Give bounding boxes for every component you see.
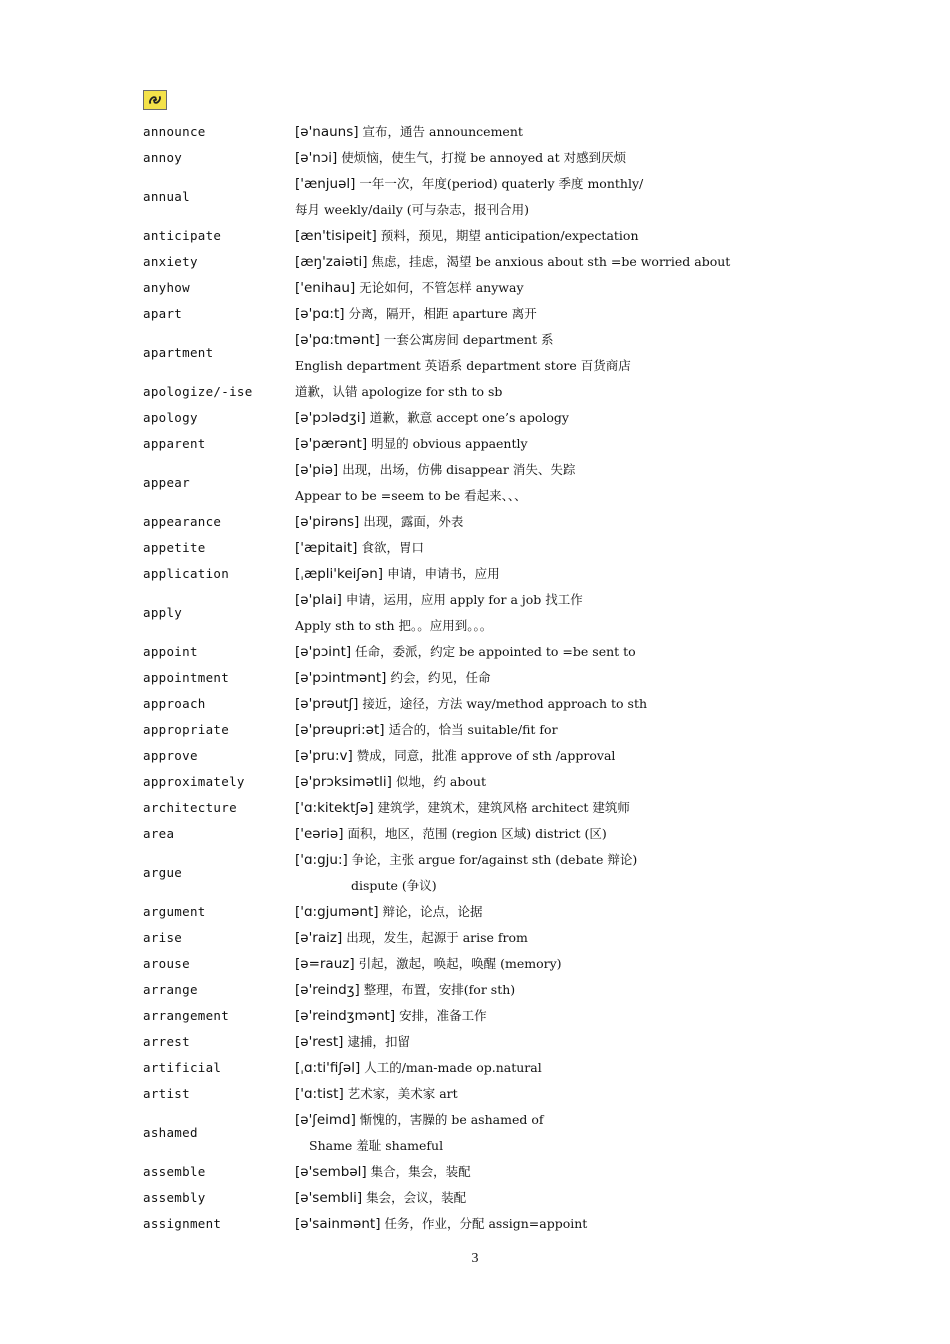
definition-line	[295, 1162, 843, 1180]
vocabulary-list	[143, 118, 843, 1236]
vocab-definition	[295, 434, 843, 452]
vocab-definition	[295, 1006, 843, 1024]
vocab-entry	[143, 1054, 843, 1080]
vocab-definition	[295, 408, 843, 426]
vocab-entry	[143, 118, 843, 144]
vocab-definition	[295, 148, 843, 166]
phonetic-transcription: [ə'ʃeimd]	[295, 1112, 356, 1128]
vocab-entry	[143, 950, 843, 976]
vocab-word: appointment	[143, 669, 230, 685]
vocab-definition	[295, 538, 843, 556]
continuation-line: Apply sth to sth 把。。应用到。。。	[295, 618, 493, 633]
phonetic-transcription: [ə'pærənt]	[295, 436, 368, 452]
vocab-definition	[295, 512, 843, 530]
vocab-entry	[143, 638, 843, 664]
vocab-entry	[143, 976, 843, 1002]
vocab-word: anxiety	[143, 253, 198, 269]
vocab-entry	[143, 222, 843, 248]
vocab-word: arrest	[143, 1033, 190, 1049]
vocab-word: appoint	[143, 643, 198, 659]
gloss-text: 道歉，歉意 accept one’s apology	[369, 410, 569, 425]
gloss-text: 逮捕，扣留	[347, 1034, 410, 1049]
vocab-definition	[295, 330, 843, 374]
vocab-word: apparent	[143, 435, 206, 451]
phonetic-transcription: [ə'sembəl]	[295, 1164, 367, 1180]
vocab-entry	[143, 742, 843, 768]
vocab-entry	[143, 716, 843, 742]
vocab-entry	[143, 664, 843, 690]
definition-line	[295, 512, 843, 530]
vocab-entry	[143, 586, 843, 638]
vocab-word: apartment	[143, 344, 214, 360]
vocab-word: approach	[143, 695, 206, 711]
vocab-definition	[295, 226, 843, 244]
phonetic-transcription: [ə'reindʒmənt]	[295, 1008, 396, 1024]
gloss-text: 建筑学，建筑术，建筑风格 architect 建筑师	[377, 800, 630, 815]
phonetic-transcription: [æŋ'zaiəti]	[295, 254, 368, 270]
vocab-definition	[295, 382, 843, 400]
phonetic-transcription: [ə'pɑ:tmənt]	[295, 332, 380, 348]
vocab-entry	[143, 508, 843, 534]
phonetic-transcription: ['ɑ:tist]	[295, 1086, 344, 1102]
page-number: 3	[471, 1251, 479, 1266]
definition-line	[295, 772, 843, 790]
gloss-text: 使烦恼，使生气，打搅 be annoyed at 对感到厌烦	[341, 150, 627, 165]
gloss-text: 明显的 obvious appaently	[371, 436, 528, 451]
gloss-text: 接近，途径，方法 way/method approach to sth	[362, 696, 648, 711]
definition-line	[295, 278, 843, 296]
vocab-entry	[143, 404, 843, 430]
gloss-text: 出现，出场，仿佛 disappear 消失、失踪	[342, 462, 576, 477]
vocab-entry	[143, 144, 843, 170]
definition-line	[295, 252, 843, 270]
phonetic-transcription: [ə'prəupri:ət]	[295, 722, 385, 738]
gloss-text: 无论如何，不管怎样 anyway	[359, 280, 524, 295]
phonetic-transcription: [ə'pirəns]	[295, 514, 360, 530]
vocab-word: appearance	[143, 513, 222, 529]
definition-line	[295, 954, 843, 972]
vocab-definition	[295, 304, 843, 322]
vocab-entry	[143, 898, 843, 924]
gloss-text: 艺术家，美术家 art	[347, 1086, 458, 1101]
gloss-text: 焦虑，挂虑，渴望 be anxious about sth =be worried about	[371, 254, 731, 269]
gloss-text: 分离，隔开，相距 aparture 离开	[348, 306, 537, 321]
continuation-line: Appear to be =seem to be 看起来、、、	[295, 488, 527, 503]
vocab-definition	[295, 278, 843, 296]
vocab-word: artist	[143, 1085, 190, 1101]
gloss-text: 争论，主张 argue for/against sth (debate 辩论)	[351, 852, 638, 867]
vocab-definition	[295, 564, 843, 582]
phonetic-transcription: ['æpitait]	[295, 540, 358, 556]
definition-line	[295, 174, 843, 192]
vocab-word: apart	[143, 305, 183, 321]
vocab-entry	[143, 378, 843, 404]
vocab-word: announce	[143, 123, 206, 139]
gloss-text: 集合，集会，装配	[370, 1164, 471, 1179]
vocab-definition	[295, 252, 843, 270]
vocab-entry	[143, 768, 843, 794]
definition-line	[295, 1110, 843, 1128]
phonetic-transcription: [ə'sainmənt]	[295, 1216, 381, 1232]
vocab-word: appetite	[143, 539, 206, 555]
vocab-word: arise	[143, 929, 183, 945]
phonetic-transcription: [ə'plai]	[295, 592, 342, 608]
gloss-text: 宣布，通告 announcement	[362, 124, 523, 139]
vocab-word: appear	[143, 474, 190, 490]
phonetic-transcription: [ə'nauns]	[295, 124, 359, 140]
vocab-word: argue	[143, 864, 183, 880]
vocab-definition	[295, 1032, 843, 1050]
vocab-word: apply	[143, 604, 183, 620]
phonetic-transcription: ['ɑ:kitektʃə]	[295, 800, 374, 816]
gloss-text: 出现，露面，外表	[363, 514, 464, 529]
definition-line	[295, 980, 843, 998]
vocab-entry	[143, 430, 843, 456]
vocab-entry	[143, 170, 843, 222]
definition-line	[295, 902, 843, 920]
vocab-definition	[295, 460, 843, 504]
vocab-definition	[295, 1084, 843, 1102]
vocab-word: arouse	[143, 955, 190, 971]
gloss-text: 辩论，论点，论据	[382, 904, 483, 919]
definition-line	[295, 642, 843, 660]
vocab-definition	[295, 980, 843, 998]
definition-line	[295, 928, 843, 946]
phonetic-transcription: ['ɑ:gjumənt]	[295, 904, 379, 920]
vocab-definition	[295, 902, 843, 920]
gloss-text: 似地，约 about	[395, 774, 486, 789]
definition-line	[295, 694, 843, 712]
definition-line	[295, 850, 843, 868]
vocab-entry	[143, 1158, 843, 1184]
phonetic-transcription: [ə'piə]	[295, 462, 339, 478]
definition-line	[295, 590, 843, 608]
phonetic-transcription: [ə'rest]	[295, 1034, 344, 1050]
vocab-word: approve	[143, 747, 198, 763]
definition-line	[295, 564, 843, 582]
definition-line	[295, 460, 843, 478]
gloss-text: 整理，布置，安排(for sth)	[363, 982, 516, 997]
definition-line	[295, 1214, 843, 1232]
vocab-entry	[143, 326, 843, 378]
phonetic-transcription: [ə'sembli]	[295, 1190, 363, 1206]
gloss-text: 申请，运用，应用 apply for a job 找工作	[345, 592, 583, 607]
vocab-definition	[295, 954, 843, 972]
phonetic-transcription: [ə=rauz]	[295, 956, 355, 972]
phonetic-transcription: [ə'raiz]	[295, 930, 343, 946]
vocab-definition	[295, 850, 843, 894]
phonetic-transcription: [ə'prɔksimətli]	[295, 774, 392, 790]
vocab-word: architecture	[143, 799, 237, 815]
definition-line	[295, 304, 843, 322]
vocab-definition	[295, 1110, 843, 1154]
vocab-word: annual	[143, 188, 190, 204]
vocab-entry	[143, 1002, 843, 1028]
vocab-word: annoy	[143, 149, 183, 165]
vocab-word: argument	[143, 903, 206, 919]
definition-line	[295, 538, 843, 556]
gloss-text: 赞成，同意，批准 approve of sth /approval	[356, 748, 616, 763]
definition-line	[295, 382, 843, 400]
gloss-text: 一年一次，年度(period) quaterly 季度 monthly/	[359, 176, 644, 191]
vocab-entry	[143, 300, 843, 326]
vocab-definition	[295, 590, 843, 634]
vocab-definition	[295, 694, 843, 712]
phonetic-transcription: [ˌæpli'keiʃən]	[295, 566, 384, 582]
vocab-definition	[295, 668, 843, 686]
vocab-word: ashamed	[143, 1124, 198, 1140]
vocab-entry	[143, 456, 843, 508]
gloss-text: 食欲，胃口	[361, 540, 424, 555]
phonetic-transcription: ['ɑ:gju:]	[295, 852, 348, 868]
document-link-icon	[143, 90, 167, 110]
vocab-word: arrange	[143, 981, 198, 997]
gloss-text: 适合的，恰当 suitable/fit for	[388, 722, 558, 737]
definition-line	[295, 1084, 843, 1102]
gloss-text: 引起，激起，唤起，唤醒 (memory)	[358, 956, 562, 971]
definition-line	[295, 330, 843, 348]
vocab-entry	[143, 534, 843, 560]
phonetic-transcription: [ə'pru:v]	[295, 748, 353, 764]
definition-line	[295, 1058, 843, 1076]
vocab-entry	[143, 846, 843, 898]
vocab-entry	[143, 1184, 843, 1210]
vocab-definition	[295, 1162, 843, 1180]
phonetic-transcription: ['eəriə]	[295, 826, 344, 842]
gloss-text: 一套公寓房间 department 系	[383, 332, 554, 347]
vocab-word: assembly	[143, 1189, 206, 1205]
vocab-word: apology	[143, 409, 198, 425]
vocab-entry	[143, 1080, 843, 1106]
vocab-definition	[295, 1188, 843, 1206]
phonetic-transcription: ['ænjuəl]	[295, 176, 356, 192]
vocab-definition	[295, 1058, 843, 1076]
gloss-text: 集会，会议，装配	[366, 1190, 467, 1205]
phonetic-transcription: [ə'pɑ:t]	[295, 306, 345, 322]
phonetic-transcription: [ˌɑ:ti'fiʃəl]	[295, 1060, 361, 1076]
gloss-text: 预料，预见，期望 anticipation/expectation	[380, 228, 639, 243]
continuation-line: dispute (争议)	[351, 878, 437, 893]
vocab-word: approximately	[143, 773, 245, 789]
vocab-entry	[143, 560, 843, 586]
definition-line	[295, 824, 843, 842]
phonetic-transcription: [ə'nɔi]	[295, 150, 338, 166]
definition-line	[295, 434, 843, 452]
definition-line	[295, 720, 843, 738]
definition-line	[295, 746, 843, 764]
vocab-definition	[295, 824, 843, 842]
vocab-definition	[295, 928, 843, 946]
vocab-word: apologize/-ise	[143, 383, 253, 399]
vocab-word: anyhow	[143, 279, 190, 295]
phonetic-transcription: ['enihau]	[295, 280, 356, 296]
definition-line	[295, 148, 843, 166]
vocab-definition	[295, 720, 843, 738]
gloss-text: 申请，申请书，应用	[387, 566, 500, 581]
vocab-word: appropriate	[143, 721, 230, 737]
definition-line	[295, 122, 843, 140]
vocab-definition	[295, 642, 843, 660]
vocab-word: assemble	[143, 1163, 206, 1179]
vocab-word: area	[143, 825, 175, 841]
continuation-line: 每月 weekly/daily (可与杂志，报刊合用)	[295, 202, 530, 217]
gloss-text: 惭愧的，害臊的 be ashamed of	[359, 1112, 544, 1127]
vocab-definition	[295, 798, 843, 816]
vocab-word: anticipate	[143, 227, 222, 243]
definition-line	[295, 1032, 843, 1050]
gloss-text: 道歉，认错 apologize for sth to sb	[295, 384, 503, 399]
gloss-text: 约会，约见，任命	[390, 670, 491, 685]
vocab-word: arrangement	[143, 1007, 230, 1023]
continuation-line: English department 英语系 department store 百货商店	[295, 358, 631, 373]
phonetic-transcription: [ə'pɔintmənt]	[295, 670, 387, 686]
vocab-entry	[143, 1028, 843, 1054]
gloss-text: 出现，发生，起源于 arise from	[346, 930, 528, 945]
vocab-entry	[143, 1210, 843, 1236]
gloss-text: 人工的/man-made op.natural	[364, 1060, 542, 1075]
vocab-entry	[143, 274, 843, 300]
definition-line	[295, 668, 843, 686]
gloss-text: 安排，准备工作	[399, 1008, 487, 1023]
vocab-definition	[295, 1214, 843, 1232]
phonetic-transcription: [ə'prəutʃ]	[295, 696, 359, 712]
definition-line	[295, 226, 843, 244]
definition-line	[295, 408, 843, 426]
definition-line	[295, 798, 843, 816]
phonetic-transcription: [ə'pɔint]	[295, 644, 352, 660]
gloss-text: 面积，地区，范围 (region 区域) district (区)	[347, 826, 607, 841]
vocab-word: application	[143, 565, 230, 581]
vocab-entry	[143, 1106, 843, 1158]
vocab-word: assignment	[143, 1215, 222, 1231]
vocab-entry	[143, 794, 843, 820]
vocab-definition	[295, 122, 843, 140]
phonetic-transcription: [ə'pɔlədʒi]	[295, 410, 366, 426]
vocab-entry	[143, 690, 843, 716]
vocab-definition	[295, 772, 843, 790]
definition-line	[295, 1188, 843, 1206]
phonetic-transcription: [æn'tisipeit]	[295, 228, 377, 244]
gloss-text: 任务，作业，分配 assign=appoint	[384, 1216, 588, 1231]
vocab-definition	[295, 174, 843, 218]
vocab-word: artificial	[143, 1059, 222, 1075]
phonetic-transcription: [ə'reindʒ]	[295, 982, 360, 998]
vocab-entry	[143, 924, 843, 950]
definition-line	[295, 1006, 843, 1024]
vocab-entry	[143, 248, 843, 274]
continuation-line: Shame 羞耻 shameful	[309, 1138, 444, 1153]
vocab-definition	[295, 746, 843, 764]
vocab-entry	[143, 820, 843, 846]
gloss-text: 任命，委派，约定 be appointed to =be sent to	[355, 644, 636, 659]
